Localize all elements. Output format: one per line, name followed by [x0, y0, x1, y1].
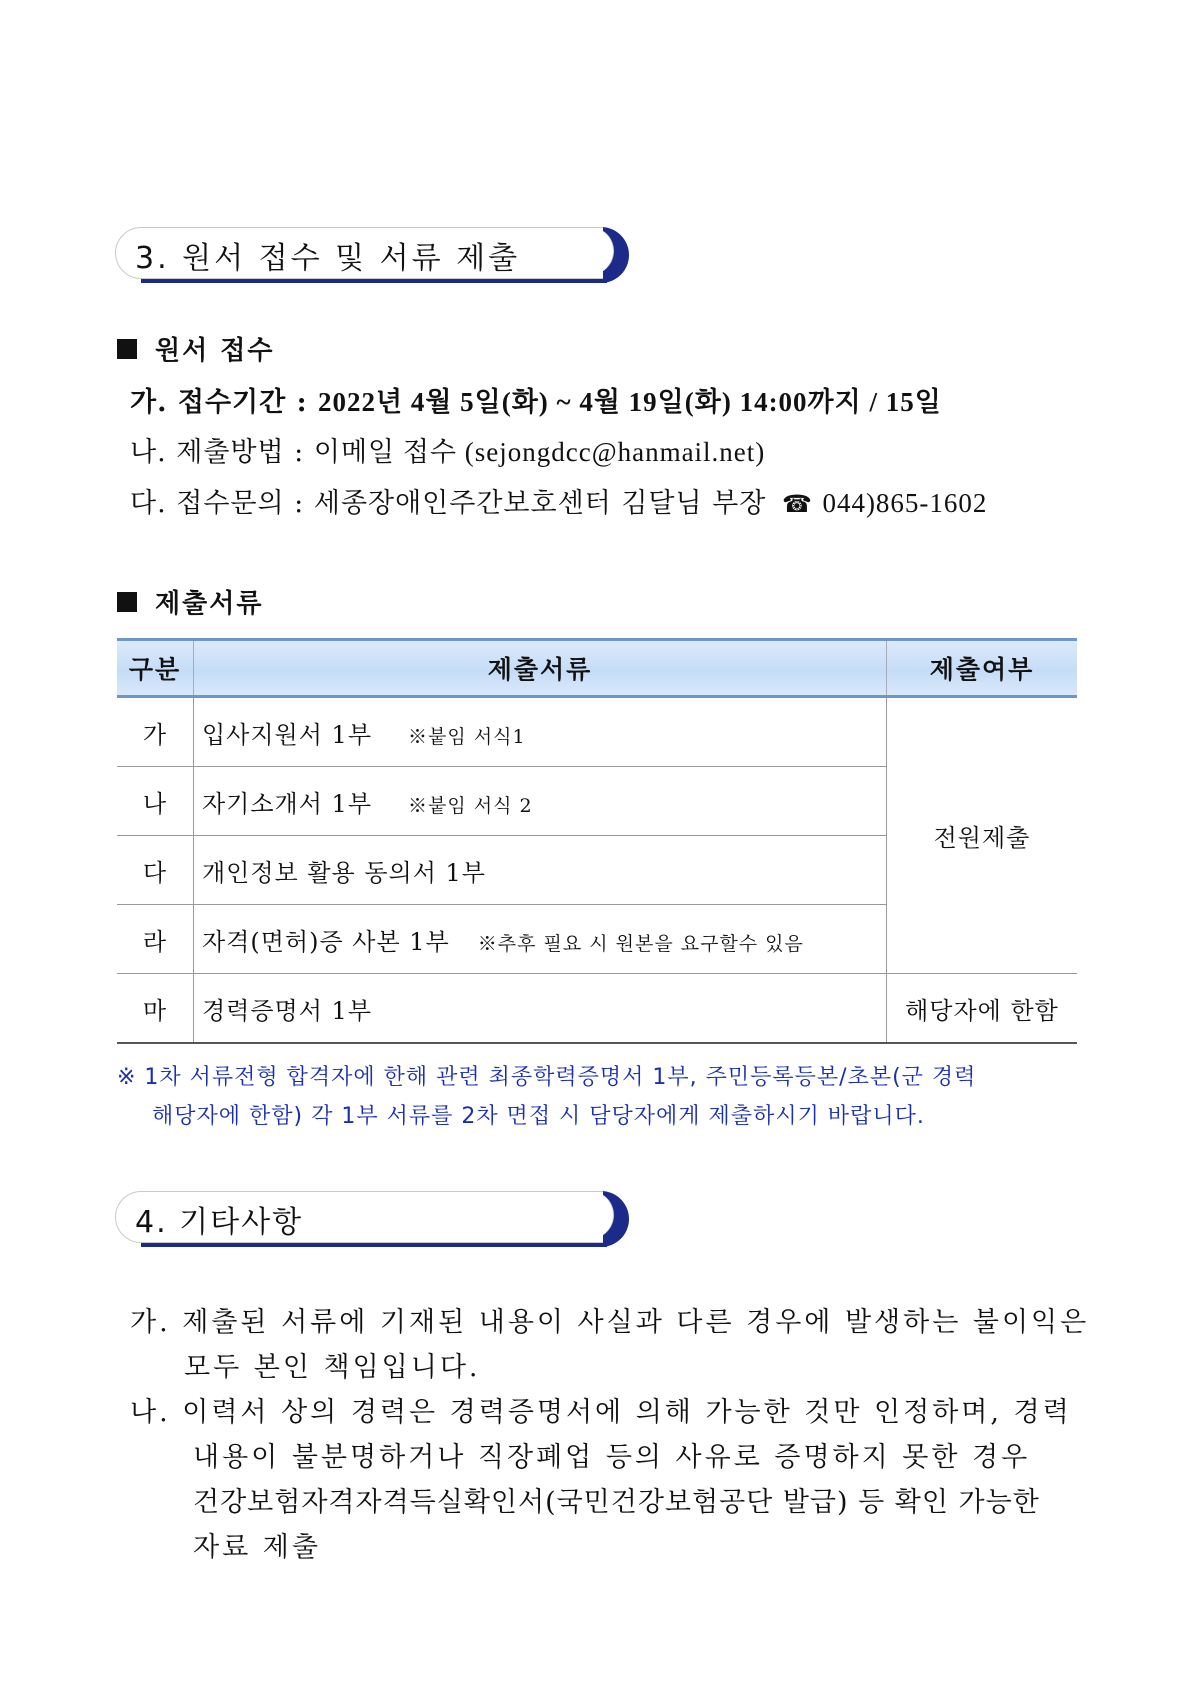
document-name: 개인정보 활용 동의서 1부 — [202, 858, 486, 887]
documents-heading — [117, 583, 263, 620]
square-bullet-icon — [117, 592, 137, 612]
reception-method — [130, 430, 765, 469]
notice-line-1: ※ 1차 서류전형 합격자에 한해 관련 최종학력증명서 1부, 주민등록등본/초본(군 경력 — [117, 1065, 977, 1090]
document-note: ※붙임 서식1 — [408, 725, 526, 748]
document-name: 자기소개서 1부 — [202, 789, 373, 818]
reception-period — [130, 380, 942, 419]
row-document — [194, 836, 887, 905]
reception-inquiry — [130, 481, 987, 520]
column-header: 제출서류 — [194, 640, 887, 697]
document-note: ※추후 필요 시 원본을 요구할수 있음 — [477, 932, 804, 955]
row-mark: 라 — [117, 905, 194, 974]
row-mark: 나 — [117, 767, 194, 836]
method-label: 나. 제출방법 : — [130, 437, 305, 468]
phone-icon: ☎ — [781, 490, 813, 518]
document-name: 입사지원서 1부 — [202, 720, 373, 749]
section-3-title-banner — [115, 227, 615, 287]
document-note: ※붙임 서식 2 — [408, 794, 533, 817]
section-4-title: 4. 기타사항 — [135, 1205, 304, 1240]
inquiry-label: 다. 접수문의 : — [130, 488, 305, 519]
period-label: 가. 접수기간 : — [130, 387, 308, 418]
table-row — [117, 974, 1077, 1044]
row-mark: 마 — [117, 974, 194, 1044]
table-header-row — [117, 640, 1077, 697]
status-all-cell: 전원제출 — [887, 697, 1078, 974]
row-document — [194, 767, 887, 836]
row-document — [194, 697, 887, 767]
table-row — [117, 697, 1077, 767]
column-header: 제출여부 — [887, 640, 1078, 697]
document-name: 자격(면허)증 사본 1부 — [202, 927, 450, 956]
notice-line-2: 해당자에 한함) 각 1부 서류를 2차 면접 시 담당자에게 제출하시기 바랍니다. — [152, 1104, 925, 1129]
item-b-line-2: 내용이 불분명하거나 직장폐업 등의 사유로 증명하지 못한 경우 — [193, 1442, 1031, 1473]
documents-heading-text: 제출서류 — [155, 589, 264, 619]
document-name: 경력증명서 1부 — [202, 996, 373, 1025]
item-a-line-2: 모두 본인 책임입니다. — [184, 1352, 481, 1383]
row-mark: 다 — [117, 836, 194, 905]
item-a-line-1: 가. 제출된 서류에 기재된 내용이 사실과 다른 경우에 발생하는 불이익은 — [130, 1307, 1090, 1338]
item-b-line-3: 건강보험자격자격득실확인서(국민건강보험공단 발급) 등 확인 가능한 — [193, 1487, 1040, 1518]
item-b-line-1: 나. 이력서 상의 경력은 경력증명서에 의해 가능한 것만 인정하며, 경력 — [130, 1397, 1072, 1428]
item-b-line-4: 자료 제출 — [193, 1532, 321, 1563]
section-4-title-banner — [115, 1191, 615, 1251]
reception-heading-text: 원서 접수 — [155, 336, 275, 366]
status-conditional-cell: 해당자에 한함 — [887, 974, 1078, 1044]
square-bullet-icon — [117, 339, 137, 359]
row-document — [194, 974, 887, 1044]
documents-table — [117, 638, 1077, 1044]
method-value: 이메일 접수 (sejongdcc@hanmail.net) — [313, 437, 766, 467]
column-header: 구분 — [117, 640, 194, 697]
inquiry-value: 세종장애인주간보호센터 김달님 부장 — [313, 488, 767, 519]
row-mark: 가 — [117, 697, 194, 767]
section-3-title: 3. 원서 접수 및 서류 제출 — [135, 241, 521, 276]
row-document — [194, 905, 887, 974]
phone-number: 044)865-1602 — [822, 488, 988, 518]
period-value: 2022년 4월 5일(화) ~ 4월 19일(화) 14:00까지 / 15일 — [317, 387, 942, 417]
reception-heading — [117, 330, 275, 367]
